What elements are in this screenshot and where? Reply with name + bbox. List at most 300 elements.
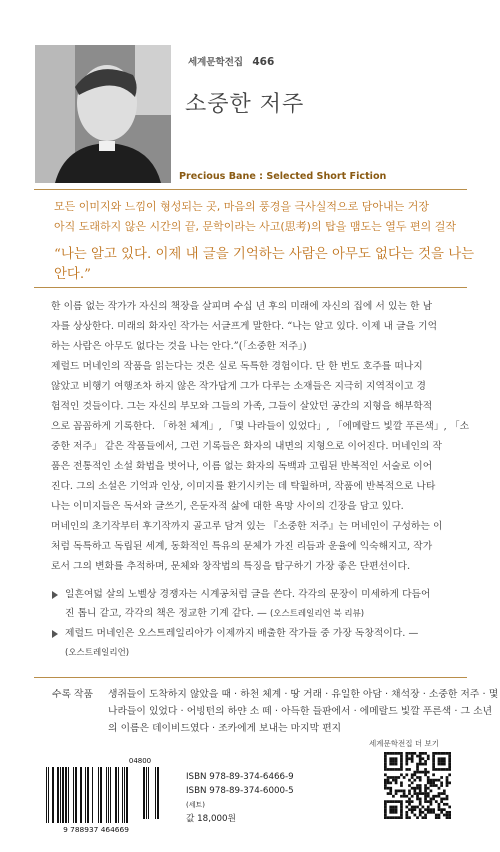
price: 값 18,000원: [186, 814, 236, 824]
qr-finder-cell: [400, 760, 403, 763]
qr-finder-cell: [432, 763, 435, 766]
qr-finder-cell: [448, 768, 451, 771]
qr-cell: [384, 779, 387, 782]
qr-cell: [419, 779, 422, 782]
qr-cell: [405, 757, 408, 760]
qr-finder-cell: [387, 800, 390, 803]
qr-cell: [419, 814, 422, 817]
isbn-set-suffix: (세트): [186, 801, 205, 809]
body-line: 않았고 비행기 여행조차 하지 않은 작가답게 그가 다루는 소재들은 지극히 지역적이고 경: [51, 381, 426, 392]
qr-finder-cell: [395, 768, 398, 771]
qr-finder-cell: [384, 800, 387, 803]
qr-finder-cell: [384, 806, 387, 809]
contents-line: 생쥐들이 도착하지 않았을 때 · 하천 체계 · 땅 거래 · 유일한 아담 · 채석장 · 소중한 저주 · 몇: [108, 689, 499, 700]
qr-cell: [438, 803, 441, 806]
lead-line: 모든 이미지와 느낌이 형성되는 곳, 마음의 풍경을 극사실적으로 담아내는 거장: [54, 200, 429, 213]
qr-cell: [430, 798, 433, 801]
qr-cell: [405, 752, 408, 755]
qr-cell: [413, 771, 416, 774]
qr-code[interactable]: [384, 752, 451, 819]
qr-cell: [419, 757, 422, 760]
barcode-digits: 9 788937 464669: [63, 825, 129, 834]
qr-finder-cell: [387, 816, 390, 819]
qr-finder-cell: [448, 763, 451, 766]
qr-finder-cell: [440, 752, 443, 755]
qr-finder-cell: [446, 768, 449, 771]
qr-cell: [405, 814, 408, 817]
qr-cell: [448, 781, 451, 784]
qr-cell: [438, 779, 441, 782]
qr-finder-cell: [448, 755, 451, 758]
qr-finder-cell: [384, 757, 387, 760]
qr-cell: [419, 808, 422, 811]
qr-finder-cell: [440, 768, 443, 771]
qr-cell: [422, 763, 425, 766]
qr-finder-cell: [440, 763, 443, 766]
isbn-line: [186, 784, 294, 812]
qr-cell: [416, 771, 419, 774]
qr-finder-cell: [443, 752, 446, 755]
qr-finder-cell: [438, 763, 441, 766]
barcode-addon-bar: [143, 767, 145, 819]
qr-cell: [422, 771, 425, 774]
body-line: 머네인의 초기작부터 후기작까지 골고루 담겨 있는 『소중한 저주』는 머네인이 구성하는 이: [51, 521, 443, 532]
qr-cell: [430, 781, 433, 784]
qr-cell: [427, 792, 430, 795]
qr-cell: [416, 784, 419, 787]
barcode-bar: [122, 767, 123, 823]
qr-finder-cell: [397, 816, 400, 819]
qr-finder-cell: [400, 803, 403, 806]
qr-cell: [397, 776, 400, 779]
qr-cell: [419, 771, 422, 774]
barcode-addon: 04800: [128, 757, 152, 765]
qr-cell: [384, 781, 387, 784]
qr-finder-cell: [400, 811, 403, 814]
barcode-addon-bar: [148, 767, 149, 819]
qr-cell: [408, 800, 411, 803]
qr-cell: [419, 803, 422, 806]
barcode-bar: [92, 767, 93, 823]
barcode-addon-bar: [146, 767, 147, 819]
qr-cell: [403, 776, 406, 779]
qr-finder-cell: [384, 808, 387, 811]
qr-finder-cell: [440, 760, 443, 763]
barcode-bar: [106, 767, 107, 823]
qr-cell: [424, 787, 427, 790]
qr-finder-cell: [395, 800, 398, 803]
qr-cell: [400, 784, 403, 787]
qr-finder-cell: [389, 811, 392, 814]
qr-finder-cell: [395, 763, 398, 766]
body-line: 으로 꼼꼼하게 기록한다. 「하천 체계」, 「몇 나라들이 있었다」, 「에메랄드 빛깔 푸른색」, 「소: [51, 421, 470, 432]
blurb-text: 진 톱니 같고, 각각의 책은 정교한 기계 같다. —: [65, 608, 267, 619]
qr-cell: [424, 768, 427, 771]
qr-cell: [424, 798, 427, 801]
qr-finder-cell: [400, 814, 403, 817]
qr-cell: [422, 757, 425, 760]
qr-cell: [411, 752, 414, 755]
qr-finder-cell: [438, 768, 441, 771]
qr-cell: [395, 779, 398, 782]
qr-cell: [408, 768, 411, 771]
barcode-bar: [75, 767, 77, 823]
more-books-label: 세계문학전집 더 보기: [369, 739, 439, 748]
isbn-block: [186, 770, 294, 826]
qr-finder-cell: [395, 752, 398, 755]
barcode-bar: [60, 767, 61, 823]
qr-cell: [443, 814, 446, 817]
contents-line: 의 이름은 데이비드였다 · 조카에게 보내는 마지막 편지: [108, 723, 342, 734]
qr-finder-cell: [397, 768, 400, 771]
qr-cell: [405, 806, 408, 809]
qr-cell: [438, 787, 441, 790]
qr-cell: [389, 781, 392, 784]
qr-cell: [408, 757, 411, 760]
qr-cell: [405, 800, 408, 803]
body-line: 품은 전통적인 소설 화법을 벗어나, 이름 없는 화자의 독백과 고립된 반복적인 서술로 이어: [51, 461, 433, 472]
qr-cell: [413, 787, 416, 790]
qr-finder-cell: [384, 763, 387, 766]
qr-cell: [411, 760, 414, 763]
qr-finder-cell: [389, 763, 392, 766]
bullet-triangle-icon: [52, 630, 58, 638]
qr-cell: [419, 798, 422, 801]
qr-cell: [424, 763, 427, 766]
qr-cell: [395, 790, 398, 793]
qr-cell: [427, 779, 430, 782]
qr-cell: [427, 795, 430, 798]
qr-finder-cell: [400, 752, 403, 755]
qr-cell: [424, 800, 427, 803]
qr-cell: [430, 784, 433, 787]
qr-cell: [435, 795, 438, 798]
qr-cell: [427, 800, 430, 803]
qr-cell: [440, 800, 443, 803]
qr-cell: [405, 816, 408, 819]
qr-finder-cell: [446, 752, 449, 755]
qr-cell: [416, 795, 419, 798]
qr-cell: [416, 806, 419, 809]
qr-cell: [392, 779, 395, 782]
qr-finder-cell: [432, 755, 435, 758]
qr-cell: [432, 811, 435, 814]
barcode-bar: [62, 767, 64, 823]
qr-finder-cell: [397, 752, 400, 755]
qr-cell: [446, 784, 449, 787]
qr-cell: [387, 776, 390, 779]
qr-finder-cell: [448, 752, 451, 755]
qr-finder-cell: [435, 768, 438, 771]
qr-cell: [408, 816, 411, 819]
review-blurb: [52, 585, 482, 624]
qr-cell: [432, 773, 435, 776]
qr-finder-cell: [400, 806, 403, 809]
qr-cell: [430, 800, 433, 803]
qr-finder-cell: [448, 760, 451, 763]
qr-cell: [448, 773, 451, 776]
qr-cell: [405, 795, 408, 798]
qr-cell: [384, 773, 387, 776]
book-subtitle: Precious Bane : Selected Short Fiction: [179, 171, 387, 182]
qr-finder-cell: [395, 806, 398, 809]
qr-cell: [405, 763, 408, 766]
qr-cell: [411, 781, 414, 784]
qr-finder-cell: [438, 752, 441, 755]
qr-cell: [397, 790, 400, 793]
qr-cell: [438, 808, 441, 811]
qr-cell: [440, 811, 443, 814]
blurb-line: 제럴드 머네인은 오스트레일리아가 이제까지 배출한 작가들 중 가장 독창적이다. —: [65, 628, 419, 639]
qr-cell: [411, 776, 414, 779]
qr-cell: [446, 795, 449, 798]
barcode-addon-bar: [155, 767, 156, 819]
qr-cell: [387, 779, 390, 782]
qr-finder-cell: [400, 757, 403, 760]
qr-cell: [432, 798, 435, 801]
qr-finder-cell: [384, 755, 387, 758]
qr-cell: [446, 814, 449, 817]
qr-cell: [413, 779, 416, 782]
qr-finder-cell: [389, 816, 392, 819]
body-line: 처럼 독특하고 독립된 세계, 동화적인 특유의 문체가 가진 리듬과 운율에 익숙해지고, 작가: [51, 541, 433, 552]
barcode-bar: [98, 767, 99, 823]
qr-cell: [416, 765, 419, 768]
barcode-bar: [80, 767, 82, 823]
qr-finder-cell: [392, 760, 395, 763]
qr-finder-cell: [443, 763, 446, 766]
qr-cell: [405, 773, 408, 776]
qr-cell: [392, 776, 395, 779]
qr-cell: [413, 792, 416, 795]
isbn-line: ISBN 978-89-374-6466-9: [186, 772, 294, 782]
body-line: 제럴드 머네인의 작품을 읽는다는 것은 실로 독특한 경험이다. 단 한 번도 호주를 떠나지: [51, 361, 423, 372]
qr-cell: [419, 787, 422, 790]
barcode-bar: [65, 767, 67, 823]
pull-quote: “나는 알고 있다. 이제 내 글을 기억하는 사람은 아무도 없다는 것을 나는 안다.”: [54, 247, 475, 282]
qr-cell: [387, 787, 390, 790]
qr-cell: [419, 755, 422, 758]
qr-cell: [422, 806, 425, 809]
author-photo: [35, 45, 171, 183]
qr-cell: [438, 814, 441, 817]
qr-cell: [384, 784, 387, 787]
qr-cell: [424, 771, 427, 774]
qr-cell: [408, 790, 411, 793]
qr-cell: [389, 792, 392, 795]
barcode-bar: [52, 767, 54, 823]
qr-finder-cell: [392, 806, 395, 809]
barcode-bar: [46, 767, 47, 823]
qr-cell: [392, 795, 395, 798]
qr-finder-cell: [384, 803, 387, 806]
qr-finder-cell: [432, 765, 435, 768]
qr-finder-cell: [400, 755, 403, 758]
barcode-addon-bar: [157, 767, 159, 819]
qr-cell: [443, 798, 446, 801]
qr-finder-cell: [387, 752, 390, 755]
qr-cell: [427, 808, 430, 811]
qr-finder-cell: [389, 808, 392, 811]
qr-finder-cell: [438, 760, 441, 763]
qr-cell: [430, 811, 433, 814]
qr-cell: [435, 800, 438, 803]
qr-cell: [427, 811, 430, 814]
qr-finder-cell: [432, 752, 435, 755]
qr-cell: [443, 808, 446, 811]
qr-finder-cell: [395, 811, 398, 814]
qr-cell: [422, 816, 425, 819]
qr-cell: [424, 790, 427, 793]
qr-finder-cell: [392, 763, 395, 766]
qr-cell: [419, 784, 422, 787]
barcode-bar: [57, 767, 59, 823]
qr-cell: [443, 803, 446, 806]
divider-top: [34, 189, 467, 190]
qr-finder-cell: [432, 760, 435, 763]
body-line: 중한 저주」 같은 작품들에서, 그런 기록들은 화자의 내면의 지형으로 이어진다. 머네인의 작: [51, 441, 442, 452]
qr-cell: [440, 781, 443, 784]
barcode-bar: [87, 767, 89, 823]
qr-cell: [446, 811, 449, 814]
qr-finder-cell: [400, 816, 403, 819]
qr-finder-cell: [384, 752, 387, 755]
qr-finder-cell: [392, 808, 395, 811]
review-blurbs: [52, 585, 482, 663]
qr-cell: [389, 787, 392, 790]
qr-cell: [405, 811, 408, 814]
qr-cell: [416, 776, 419, 779]
qr-cell: [427, 771, 430, 774]
barcode-bar: [124, 767, 125, 823]
qr-cell: [419, 760, 422, 763]
qr-cell: [411, 787, 414, 790]
qr-finder-cell: [395, 816, 398, 819]
qr-cell: [422, 811, 425, 814]
barcode-bar: [100, 767, 102, 823]
qr-finder-cell: [397, 800, 400, 803]
body-line: 자를 상상한다. 미래의 화자인 작가는 서글프게 말한다. “나는 알고 있다. 이제 내 글을 기억: [51, 321, 438, 332]
qr-finder-cell: [384, 768, 387, 771]
qr-cell: [427, 806, 430, 809]
qr-finder-cell: [389, 800, 392, 803]
body-text: [51, 297, 479, 577]
qr-cell: [424, 816, 427, 819]
qr-cell: [408, 784, 411, 787]
qr-cell: [413, 806, 416, 809]
barcode-bar: [118, 767, 119, 823]
qr-finder-cell: [400, 763, 403, 766]
qr-cell: [416, 798, 419, 801]
qr-finder-cell: [395, 757, 398, 760]
qr-cell: [389, 776, 392, 779]
bullet-triangle-icon: [52, 591, 58, 599]
qr-cell: [438, 795, 441, 798]
qr-finder-cell: [389, 768, 392, 771]
qr-cell: [387, 781, 390, 784]
qr-cell: [403, 792, 406, 795]
qr-cell: [424, 795, 427, 798]
contents-line: 나라들이 있었다 · 어빙턴의 하얀 소 떼 · 아득한 들판에서 · 에메랄드 빛깔 푸른색 · 그 소년: [108, 706, 493, 717]
qr-cell: [427, 757, 430, 760]
qr-finder-cell: [392, 811, 395, 814]
book-title: 소중한 저주: [185, 92, 305, 117]
qr-cell: [387, 792, 390, 795]
body-line: 나는 이미지들은 독서와 글쓰기, 은둔자적 삶에 대한 욕망 사이의 긴장을 담고 있다.: [51, 501, 404, 512]
qr-cell: [411, 808, 414, 811]
series-label: [188, 54, 274, 68]
qr-cell: [424, 784, 427, 787]
qr-finder-cell: [440, 757, 443, 760]
qr-finder-cell: [400, 808, 403, 811]
qr-cell: [408, 779, 411, 782]
barcode-bar: [73, 767, 74, 823]
qr-cell: [440, 798, 443, 801]
qr-cell: [416, 763, 419, 766]
qr-finder-cell: [389, 760, 392, 763]
qr-cell: [435, 784, 438, 787]
qr-finder-cell: [384, 811, 387, 814]
series-number: 466: [252, 56, 275, 68]
qr-cell: [416, 792, 419, 795]
qr-finder-cell: [435, 752, 438, 755]
blurb-source: (오스트레일리언): [65, 648, 130, 658]
qr-cell: [432, 808, 435, 811]
qr-cell: [408, 798, 411, 801]
barcode: [36, 755, 166, 834]
qr-cell: [405, 760, 408, 763]
qr-cell: [448, 811, 451, 814]
qr-cell: [430, 790, 433, 793]
lead-text: [54, 197, 474, 237]
blurb-line: [65, 604, 482, 624]
qr-cell: [411, 795, 414, 798]
qr-cell: [446, 816, 449, 819]
qr-cell: [424, 752, 427, 755]
qr-cell: [432, 795, 435, 798]
qr-finder-cell: [400, 768, 403, 771]
qr-cell: [424, 760, 427, 763]
qr-cell: [408, 752, 411, 755]
qr-finder-cell: [438, 757, 441, 760]
qr-cell: [411, 800, 414, 803]
qr-cell: [446, 803, 449, 806]
qr-cell: [419, 790, 422, 793]
qr-cell: [443, 790, 446, 793]
qr-finder-cell: [392, 768, 395, 771]
review-blurb: [52, 624, 482, 663]
qr-cell: [395, 792, 398, 795]
qr-cell: [411, 755, 414, 758]
qr-cell: [416, 787, 419, 790]
barcode-bar: [108, 767, 109, 823]
qr-cell: [432, 779, 435, 782]
qr-finder-cell: [384, 814, 387, 817]
barcode-bar: [48, 767, 49, 823]
qr-finder-cell: [443, 760, 446, 763]
qr-finder-cell: [384, 765, 387, 768]
qr-cell: [435, 814, 438, 817]
qr-cell: [424, 808, 427, 811]
qr-cell: [419, 792, 422, 795]
qr-cell: [400, 795, 403, 798]
qr-finder-cell: [400, 765, 403, 768]
qr-cell: [440, 792, 443, 795]
qr-cell: [389, 790, 392, 793]
qr-cell: [446, 776, 449, 779]
qr-cell: [419, 776, 422, 779]
qr-finder-cell: [400, 800, 403, 803]
